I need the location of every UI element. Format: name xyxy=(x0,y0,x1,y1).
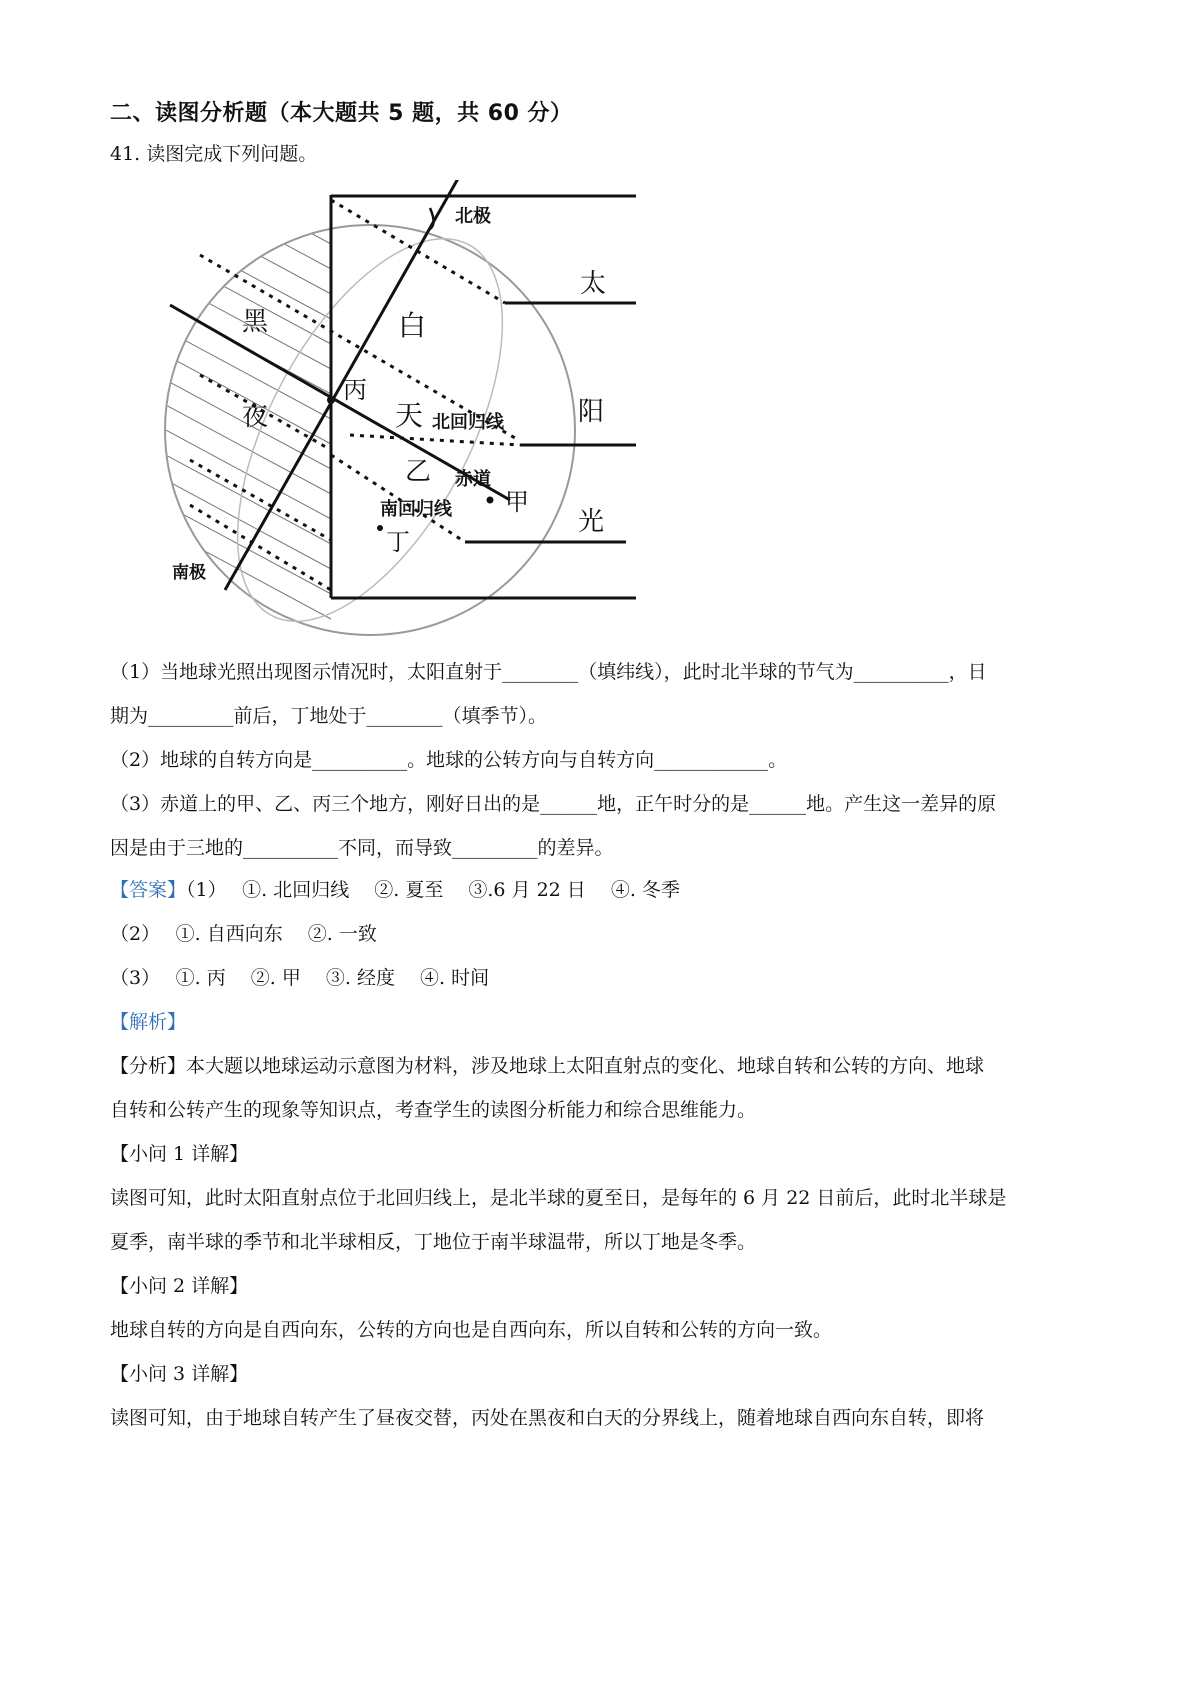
answer-line3: （3） ①. 丙 ②. 甲 ③. 经度 ④. 时间 xyxy=(110,967,490,989)
sub1-line1: 读图可知，此时太阳直射点位于北回归线上，是北半球的夏至日，是每年的 6 月 22 日前后，此时北半球是 xyxy=(110,1187,1007,1209)
label-point-a: 甲 xyxy=(505,488,529,516)
point-d-dot xyxy=(377,525,383,531)
answer-line1 xyxy=(110,876,680,904)
section-title: 二、读图分析题（本大题共 5 题，共 60 分） xyxy=(110,101,573,126)
label-day-2: 天 xyxy=(395,399,424,432)
label-point-d: 丁 xyxy=(386,528,410,556)
q1-line1: （1）当地球光照出现图示情况时，太阳直射于________（填纬线），此时北半球的节气为__________，日 xyxy=(110,661,987,683)
label-point-b: 乙 xyxy=(405,457,432,487)
sub1-line2: 夏季，南半球的季节和北半球相反，丁地位于南半球温带，所以丁地是冬季。 xyxy=(110,1231,757,1253)
label-tropic-capricorn: 南回归线 xyxy=(380,499,452,520)
sub2-title: 【小问 2 详解】 xyxy=(110,1275,249,1297)
earth-outline xyxy=(165,225,575,635)
label-equator: 赤道 xyxy=(455,469,491,490)
sub2-line1: 地球自转的方向是自西向东，公转的方向也是自西向东，所以自转和公转的方向一致。 xyxy=(110,1319,833,1341)
point-a-dot xyxy=(487,497,494,504)
answer-label: 【答案】 xyxy=(110,879,187,901)
answer-line2: （2） ①. 自西向东 ②. 一致 xyxy=(110,923,377,945)
point-c-dot xyxy=(327,396,335,404)
analysis-fenxi-line1: 【分析】本大题以地球运动示意图为材料，涉及地球上太阳直射点的变化、地球自转和公转的方向、地球 xyxy=(110,1055,985,1077)
label-sun-3: 光 xyxy=(578,507,605,537)
sub1-title: 【小问 1 详解】 xyxy=(110,1143,249,1165)
q1-line2: 期为_________前后，丁地处于________（填季节）。 xyxy=(110,705,548,727)
q2-line: （2）地球的自转方向是__________。地球的公转方向与自转方向____________。 xyxy=(110,749,788,771)
earth-illumination-diagram xyxy=(150,180,710,680)
q3-line2: 因是由于三地的__________不同，而导致_________的差异。 xyxy=(110,837,614,859)
label-north-pole: 北极 xyxy=(455,206,491,227)
label-night-1: 黑 xyxy=(242,307,269,337)
sub3-line1: 读图可知，由于地球自转产生了昼夜交替，丙处在黑夜和白天的分界线上，随着地球自西向东自转，即将 xyxy=(110,1407,985,1429)
label-sun-1: 太 xyxy=(580,269,607,299)
q3-line1: （3）赤道上的甲、乙、丙三个地方，刚好日出的是______地，正午时分的是______地。产生这一差异的原 xyxy=(110,793,997,815)
label-day-1: 白 xyxy=(398,309,427,342)
question-intro: 41. 读图完成下列问题。 xyxy=(110,143,318,165)
label-point-c: 丙 xyxy=(343,376,367,404)
analysis-fenxi-line2: 自转和公转产生的现象等知识点，考查学生的读图分析能力和综合思维能力。 xyxy=(110,1099,757,1121)
rotation-arrow-icon xyxy=(428,208,434,230)
sub3-title: 【小问 3 详解】 xyxy=(110,1363,249,1385)
label-south-pole: 南极 xyxy=(172,563,206,583)
analysis-label: 【解析】 xyxy=(110,1011,187,1033)
label-night-2: 夜 xyxy=(242,402,269,432)
answer-text-1: （1） ①. 北回归线 ②. 夏至 ③.6 月 22 日 ④. 冬季 xyxy=(186,879,680,901)
label-sun-2: 阳 xyxy=(578,397,605,427)
label-tropic-cancer: 北回归线 xyxy=(432,412,504,433)
